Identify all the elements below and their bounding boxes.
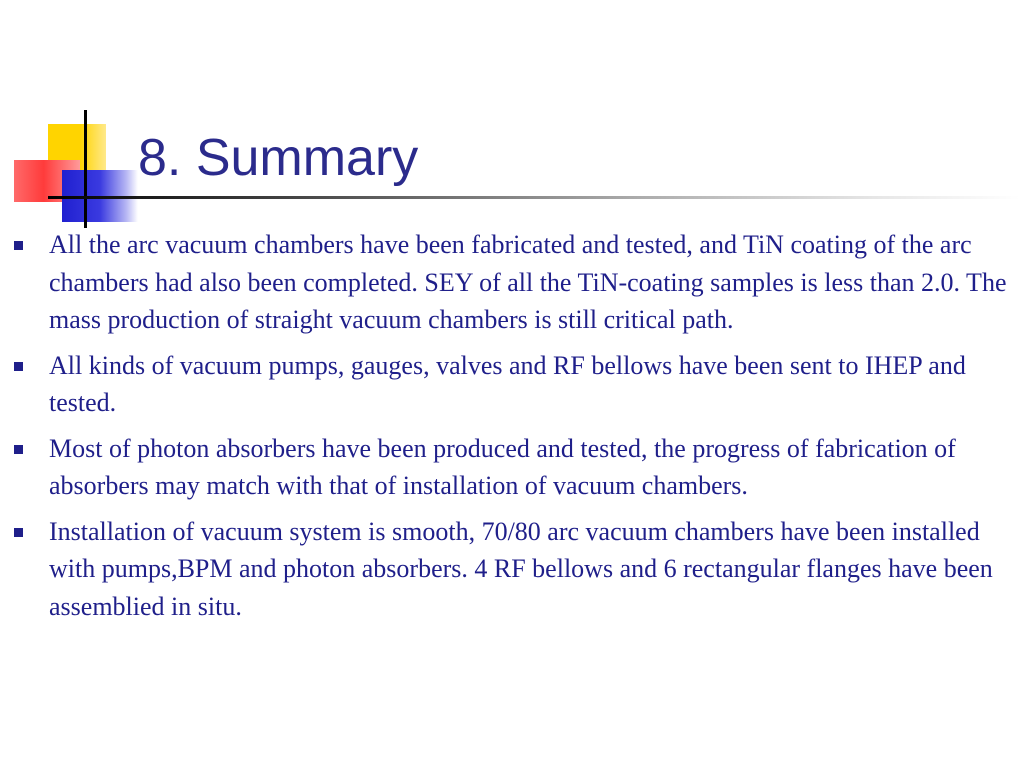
- bullet-item: [10, 430, 1014, 505]
- bullet-text: Installation of vacuum system is smooth, 70/80 arc vacuum chambers have been installed with pumps,BPM and photon absorbers. 4 RF bellows and 6 rectangular flanges have been assemblied in situ.: [49, 516, 993, 621]
- bullet-list: [10, 226, 1014, 633]
- bullet-item: [10, 226, 1014, 339]
- bullet-text: All kinds of vacuum pumps, gauges, valves and RF bellows have been sent to IHEP and tested.: [49, 350, 966, 417]
- logo-vertical-line: [84, 110, 87, 228]
- square-bullet-icon: [14, 528, 23, 537]
- title-underline: [48, 196, 1020, 199]
- bullet-text: All the arc vacuum chambers have been fabricated and tested, and TiN coating of the arc chambers had also been completed. SEY of all the TiN-coating samples is less than 2.0. The mass production of straight vacuum chambers is still critical path.: [49, 230, 1007, 334]
- bullet-item: [10, 513, 1014, 626]
- bullet-item: [10, 347, 1014, 422]
- square-bullet-icon: [14, 445, 23, 454]
- square-bullet-icon: [14, 241, 23, 250]
- slide-title: 8. Summary: [138, 129, 419, 187]
- bullet-text: Most of photon absorbers have been produced and tested, the progress of fabrication of absorbers may match with that of installation of vacuum chambers.: [49, 433, 956, 500]
- square-bullet-icon: [14, 362, 23, 371]
